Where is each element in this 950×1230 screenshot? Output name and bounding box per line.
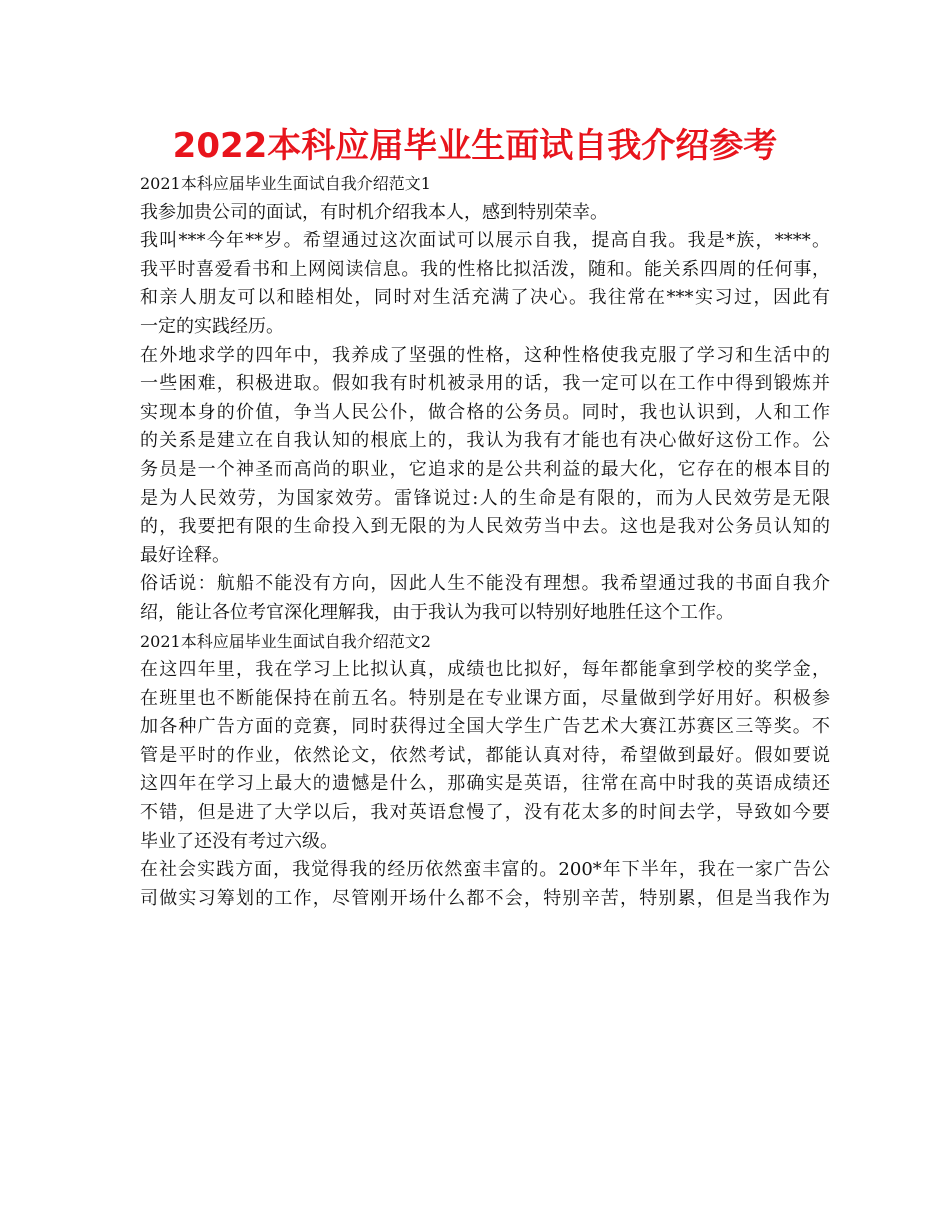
text-line: 在班里也不断能保持在前五名。特别是在专业课方面，尽量做到学好用好。积极参 (140, 687, 830, 709)
text-line: 加各种广告方面的竞赛，同时获得过全国大学生广告艺术大赛江苏赛区三等奖。不 (140, 716, 830, 738)
text-line: 是为人民效劳，为国家效劳。雷锋说过:人的生命是有限的，而为人民效劳是无限 (140, 487, 830, 509)
text-line: 的，我要把有限的生命投入到无限的为人民效劳当中去。这也是我对公务员认知的 (140, 516, 830, 538)
document-body (140, 170, 830, 913)
text-line: 我叫***今年**岁。希望通过这次面试可以展示自我，提高自我。我是*族，****。 (140, 230, 830, 252)
text-line: 一定的实践经历。 (140, 315, 284, 337)
text-line: 在外地求学的四年中，我养成了坚强的性格，这种性格使我克服了学习和生活中的 (140, 344, 830, 366)
text-line: 在这四年里，我在学习上比拟认真，成绩也比拟好，每年都能拿到学校的奖学金， (140, 659, 830, 681)
text-line: 这四年在学习上最大的遗憾是什么，那确实是英语，往常在高中时我的英语成绩还 (140, 773, 830, 795)
text-line: 一些困难，积极进取。假如我有时机被录用的话，我一定可以在工作中得到锻炼并 (140, 373, 830, 395)
text-line: 实现本身的价值，争当人民公仆，做合格的公务员。同时，我也认识到，人和工作 (140, 401, 830, 423)
text-line: 务员是一个神圣而高尚的职业，它追求的是公共利益的最大化，它存在的根本目的 (140, 458, 830, 480)
text-line: 的关系是建立在自我认知的根底上的，我认为我有才能也有决心做好这份工作。公 (140, 430, 830, 452)
text-line: 我参加贵公司的面试，有时机介绍我本人，感到特别荣幸。 (140, 201, 608, 223)
text-line: 俗话说：航船不能没有方向，因此人生不能没有理想。我希望通过我的书面自我介 (140, 573, 830, 595)
section-heading: 2021本科应届毕业生面试自我介绍范文1 (140, 174, 431, 193)
section-heading: 2021本科应届毕业生面试自我介绍范文2 (140, 631, 431, 651)
text-line: 和亲人朋友可以和睦相处，同时对生活充满了决心。我往常在***实习过，因此有 (140, 287, 830, 309)
document-title: 2022本科应届毕业生面试自我介绍参考 (172, 126, 778, 166)
text-line: 在社会实践方面，我觉得我的经历依然蛮丰富的。200*年下半年，我在一家广告公 (140, 859, 830, 881)
text-line: 司做实习筹划的工作，尽管刚开场什么都不会，特别辛苦，特别累，但是当我作为 (140, 887, 830, 909)
text-line: 绍，能让各位考官深化理解我，由于我认为我可以特别好地胜任这个工作。 (140, 601, 734, 623)
text-line: 管是平时的作业，依然论文，依然考试，都能认真对待，希望做到最好。假如要说 (140, 744, 830, 766)
text-line: 我平时喜爱看书和上网阅读信息。我的性格比拟活泼，随和。能关系四周的任何事， (140, 258, 830, 280)
text-line: 毕业了还没有考过六级。 (140, 830, 338, 852)
text-line: 不错，但是进了大学以后，我对英语怠慢了，没有花太多的时间去学，导致如今要 (140, 802, 830, 824)
text-line: 最好诠释。 (140, 544, 230, 566)
